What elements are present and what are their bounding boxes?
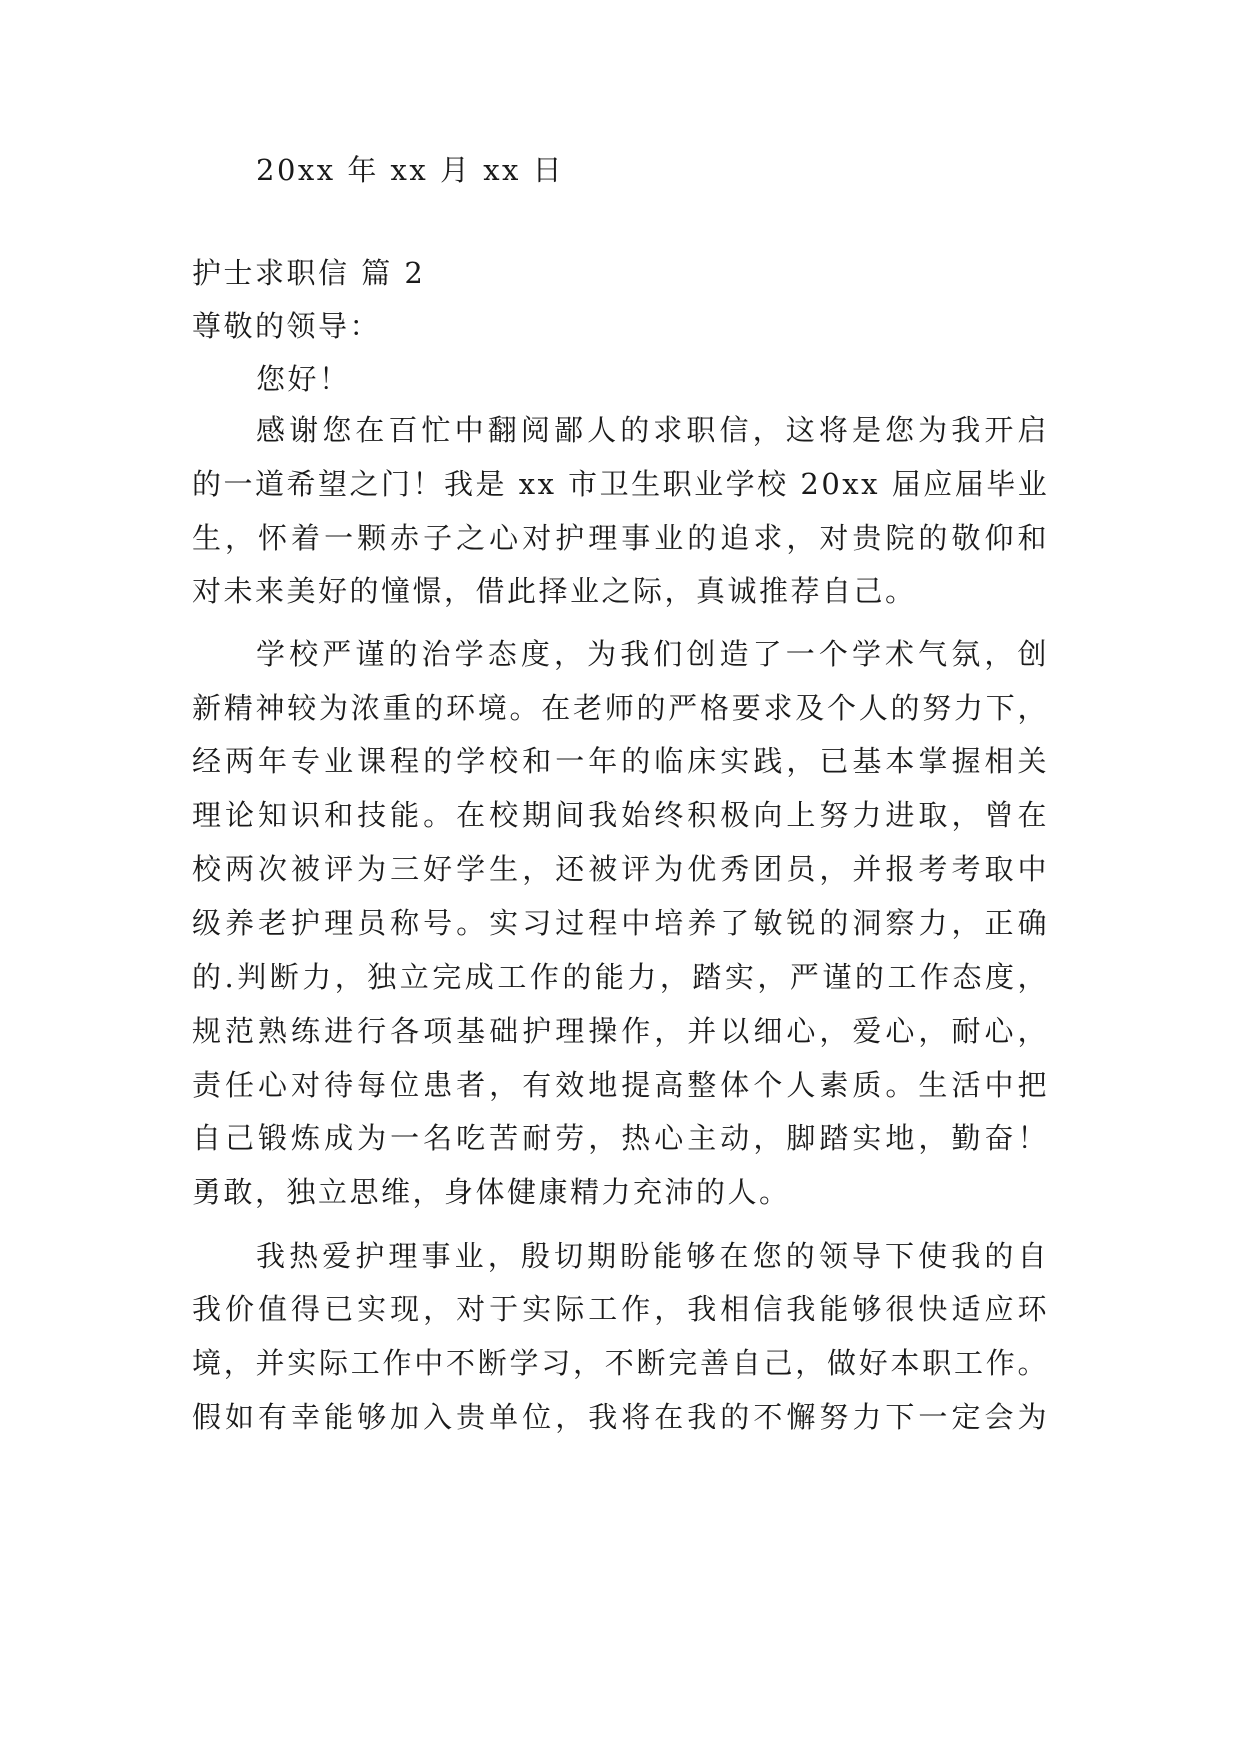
paragraph-2-line-11: 勇敢，独立思维，身体健康精力充沛的人。 <box>192 1175 791 1209</box>
paragraph-3-line-2: 我价值得已实现，对于实际工作，我相信我能够很快适应环 <box>192 1292 1049 1326</box>
paragraph-2-line-3: 经两年专业课程的学校和一年的临床实践，已基本掌握相关 <box>192 744 1049 778</box>
paragraph-1-line-4: 对未来美好的憧憬，借此择业之际，真诚推荐自己。 <box>192 574 917 608</box>
paragraph-2-line-9: 责任心对待每位患者，有效地提高整体个人素质。生活中把 <box>192 1068 1049 1102</box>
paragraph-3-line-3: 境，并实际工作中不断学习，不断完善自己，做好本职工作。 <box>192 1346 1049 1380</box>
paragraph-1-line-3: 生，怀着一颗赤子之心对护理事业的追求，对贵院的敬仰和 <box>192 521 1049 555</box>
greeting: 您好！ <box>256 362 351 396</box>
paragraph-2-line-6: 级养老护理员称号。实习过程中培养了敏锐的洞察力，正确 <box>192 906 1049 940</box>
paragraph-2-line-8: 规范熟练进行各项基础护理操作，并以细心，爱心，耐心， <box>192 1014 1049 1048</box>
paragraph-2-line-2: 新精神较为浓重的环境。在老师的严格要求及个人的努力下， <box>192 691 1049 725</box>
paragraph-2-line-10: 自己锻炼成为一名吃苦耐劳，热心主动，脚踏实地，勤奋！ <box>192 1121 1049 1155</box>
paragraph-2-line-1: 学校严谨的治学态度，为我们创造了一个学术气氛，创 <box>256 637 1049 671</box>
paragraph-3-line-4: 假如有幸能够加入贵单位，我将在我的不懈努力下一定会为 <box>192 1400 1049 1434</box>
paragraph-2-line-5: 校两次被评为三好学生，还被评为优秀团员，并报考考取中 <box>192 852 1049 886</box>
paragraph-1-line-2: 的一道希望之门！我是 xx 市卫生职业学校 20xx 届应届毕业 <box>192 467 1050 501</box>
salutation: 尊敬的领导： <box>192 309 382 343</box>
paragraph-3-line-1: 我热爱护理事业，殷切期盼能够在您的领导下使我的自 <box>256 1239 1049 1273</box>
paragraph-2-line-7: 的.判断力，独立完成工作的能力，踏实，严谨的工作态度， <box>192 960 1049 994</box>
section-title: 护士求职信 篇 2 <box>192 256 426 290</box>
paragraph-2-line-4: 理论知识和技能。在校期间我始终积极向上努力进取，曾在 <box>192 798 1049 832</box>
paragraph-1-line-1: 感谢您在百忙中翻阅鄙人的求职信，这将是您为我开启 <box>256 413 1049 447</box>
date-line: 20xx 年 xx 月 xx 日 <box>256 153 565 187</box>
